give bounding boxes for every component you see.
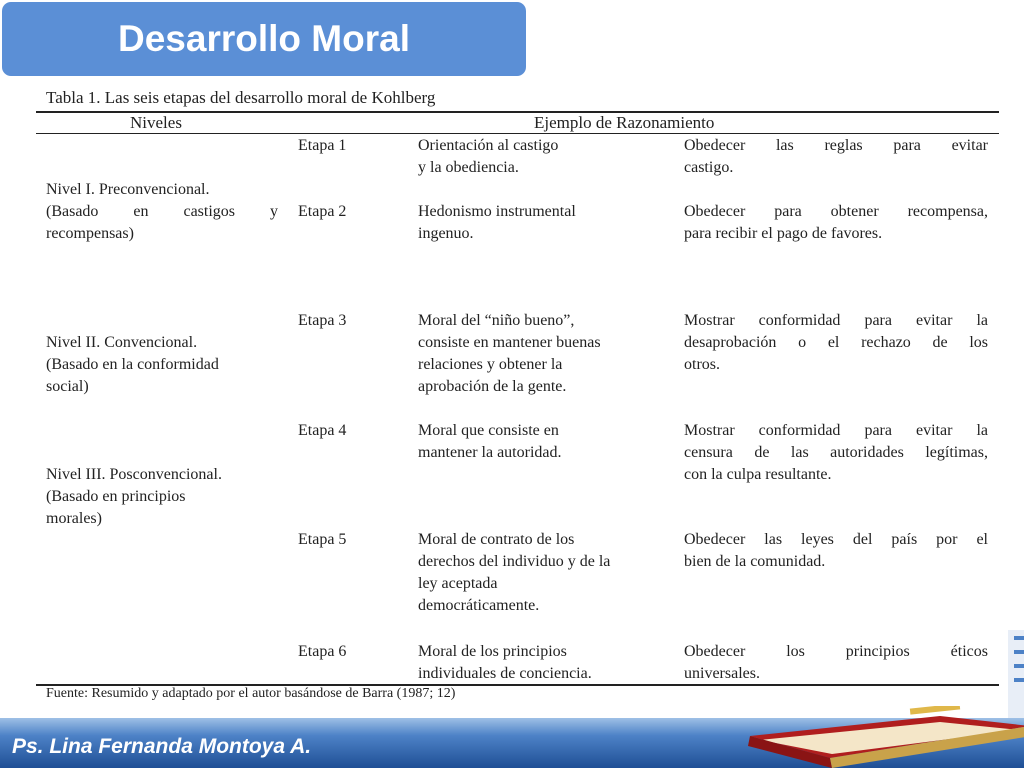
stage-6-orientation bbox=[418, 641, 668, 685]
level-1-name: Nivel I. Preconvencional. bbox=[46, 181, 210, 198]
stage-1-orientation bbox=[418, 135, 668, 179]
stage-4-example bbox=[684, 420, 988, 486]
level-3-desc-cont: morales) bbox=[46, 510, 102, 527]
stage-6-orientation-line: individuales de conciencia. bbox=[418, 665, 592, 682]
stage-6-orientation-line: Moral de los principios bbox=[418, 643, 567, 660]
header-rule bbox=[36, 133, 999, 134]
level-3-name: Nivel III. Posconvencional. bbox=[46, 466, 222, 483]
stage-5-orientation-line: democráticamente. bbox=[418, 597, 540, 614]
level-1-desc: (Basado en castigos y bbox=[46, 203, 278, 220]
stage-5-orientation-line: Moral de contrato de los bbox=[418, 531, 575, 548]
stage-1-orientation-line: Orientación al castigo bbox=[418, 137, 559, 154]
stage-3-example-line: Mostrar conformidad para evitar la bbox=[684, 312, 988, 329]
stage-6-example-line: universales. bbox=[684, 665, 760, 682]
slide-title: Desarrollo Moral bbox=[2, 2, 526, 76]
table-caption: Tabla 1. Las seis etapas del desarrollo moral de Kohlberg bbox=[46, 88, 436, 107]
stage-2-orientation-line: ingenuo. bbox=[418, 225, 474, 242]
stage-1-example bbox=[684, 135, 988, 179]
stage-2-example-line: para recibir el pago de favores. bbox=[684, 225, 883, 242]
stage-2-orientation-line: Hedonismo instrumental bbox=[418, 203, 576, 220]
header-ejemplo: Ejemplo de Razonamiento bbox=[534, 113, 715, 132]
stage-1-example-line: Obedecer las reglas para evitar bbox=[684, 137, 988, 154]
stage-4-example-line: censura de las autoridades legítimas, bbox=[684, 444, 988, 461]
stage-4-example-line: con la culpa resultante. bbox=[684, 466, 832, 483]
level-2-desc: (Basado en la conformidad bbox=[46, 356, 219, 373]
stage-2-example-line: Obedecer para obtener recompensa, bbox=[684, 203, 988, 220]
header-niveles: Niveles bbox=[130, 113, 182, 132]
book-illustration bbox=[740, 706, 1024, 768]
stage-6-example-line: Obedecer los principios éticos bbox=[684, 643, 988, 660]
stage-2-label: Etapa 2 bbox=[298, 203, 347, 220]
stage-3-orientation-line: relaciones y obtener la bbox=[418, 356, 563, 373]
level-3-desc: (Basado en principios bbox=[46, 488, 186, 505]
stage-3-orientation bbox=[418, 310, 668, 398]
stage-5-example-line: Obedecer las leyes del país por el bbox=[684, 531, 988, 548]
level-3 bbox=[46, 464, 278, 530]
table-source-note: Fuente: Resumido y adaptado por el autor basándose de Barra (1987; 12) bbox=[46, 686, 456, 701]
stage-5-example-line: bien de la comunidad. bbox=[684, 553, 826, 570]
stage-5-orientation bbox=[418, 529, 668, 617]
stage-3-example-line: desaprobación o el rechazo de los bbox=[684, 334, 988, 351]
level-2-name: Nivel II. Convencional. bbox=[46, 334, 198, 351]
stage-1-example-line: castigo. bbox=[684, 159, 734, 176]
level-1 bbox=[46, 179, 278, 245]
stage-5-label: Etapa 5 bbox=[298, 531, 347, 548]
stage-1-label: Etapa 1 bbox=[298, 137, 347, 154]
stage-2-example bbox=[684, 201, 988, 245]
stage-4-orientation bbox=[418, 420, 668, 464]
stage-5-orientation-line: derechos del individuo y de la bbox=[418, 553, 611, 570]
stage-4-example-line: Mostrar conformidad para evitar la bbox=[684, 422, 988, 439]
stage-5-example bbox=[684, 529, 988, 573]
stage-3-example bbox=[684, 310, 988, 376]
stage-3-label: Etapa 3 bbox=[298, 312, 347, 329]
level-1-desc-cont: recompensas) bbox=[46, 225, 134, 242]
stage-3-orientation-line: aprobación de la gente. bbox=[418, 378, 567, 395]
stage-5-orientation-line: ley aceptada bbox=[418, 575, 498, 592]
stage-6-label: Etapa 6 bbox=[298, 643, 347, 660]
stage-6-example bbox=[684, 641, 988, 685]
stage-2-orientation bbox=[418, 201, 668, 245]
stage-3-orientation-line: consiste en mantener buenas bbox=[418, 334, 601, 351]
level-2 bbox=[46, 332, 278, 398]
stage-3-orientation-line: Moral del “niño bueno”, bbox=[418, 312, 575, 329]
stage-3-example-line: otros. bbox=[684, 356, 720, 373]
level-2-desc-cont: social) bbox=[46, 378, 89, 395]
stage-4-orientation-line: Moral que consiste en bbox=[418, 422, 559, 439]
stage-1-orientation-line: y la obediencia. bbox=[418, 159, 519, 176]
stage-4-orientation-line: mantener la autoridad. bbox=[418, 444, 562, 461]
stage-4-label: Etapa 4 bbox=[298, 422, 347, 439]
author-name: Ps. Lina Fernanda Montoya A. bbox=[12, 735, 312, 758]
